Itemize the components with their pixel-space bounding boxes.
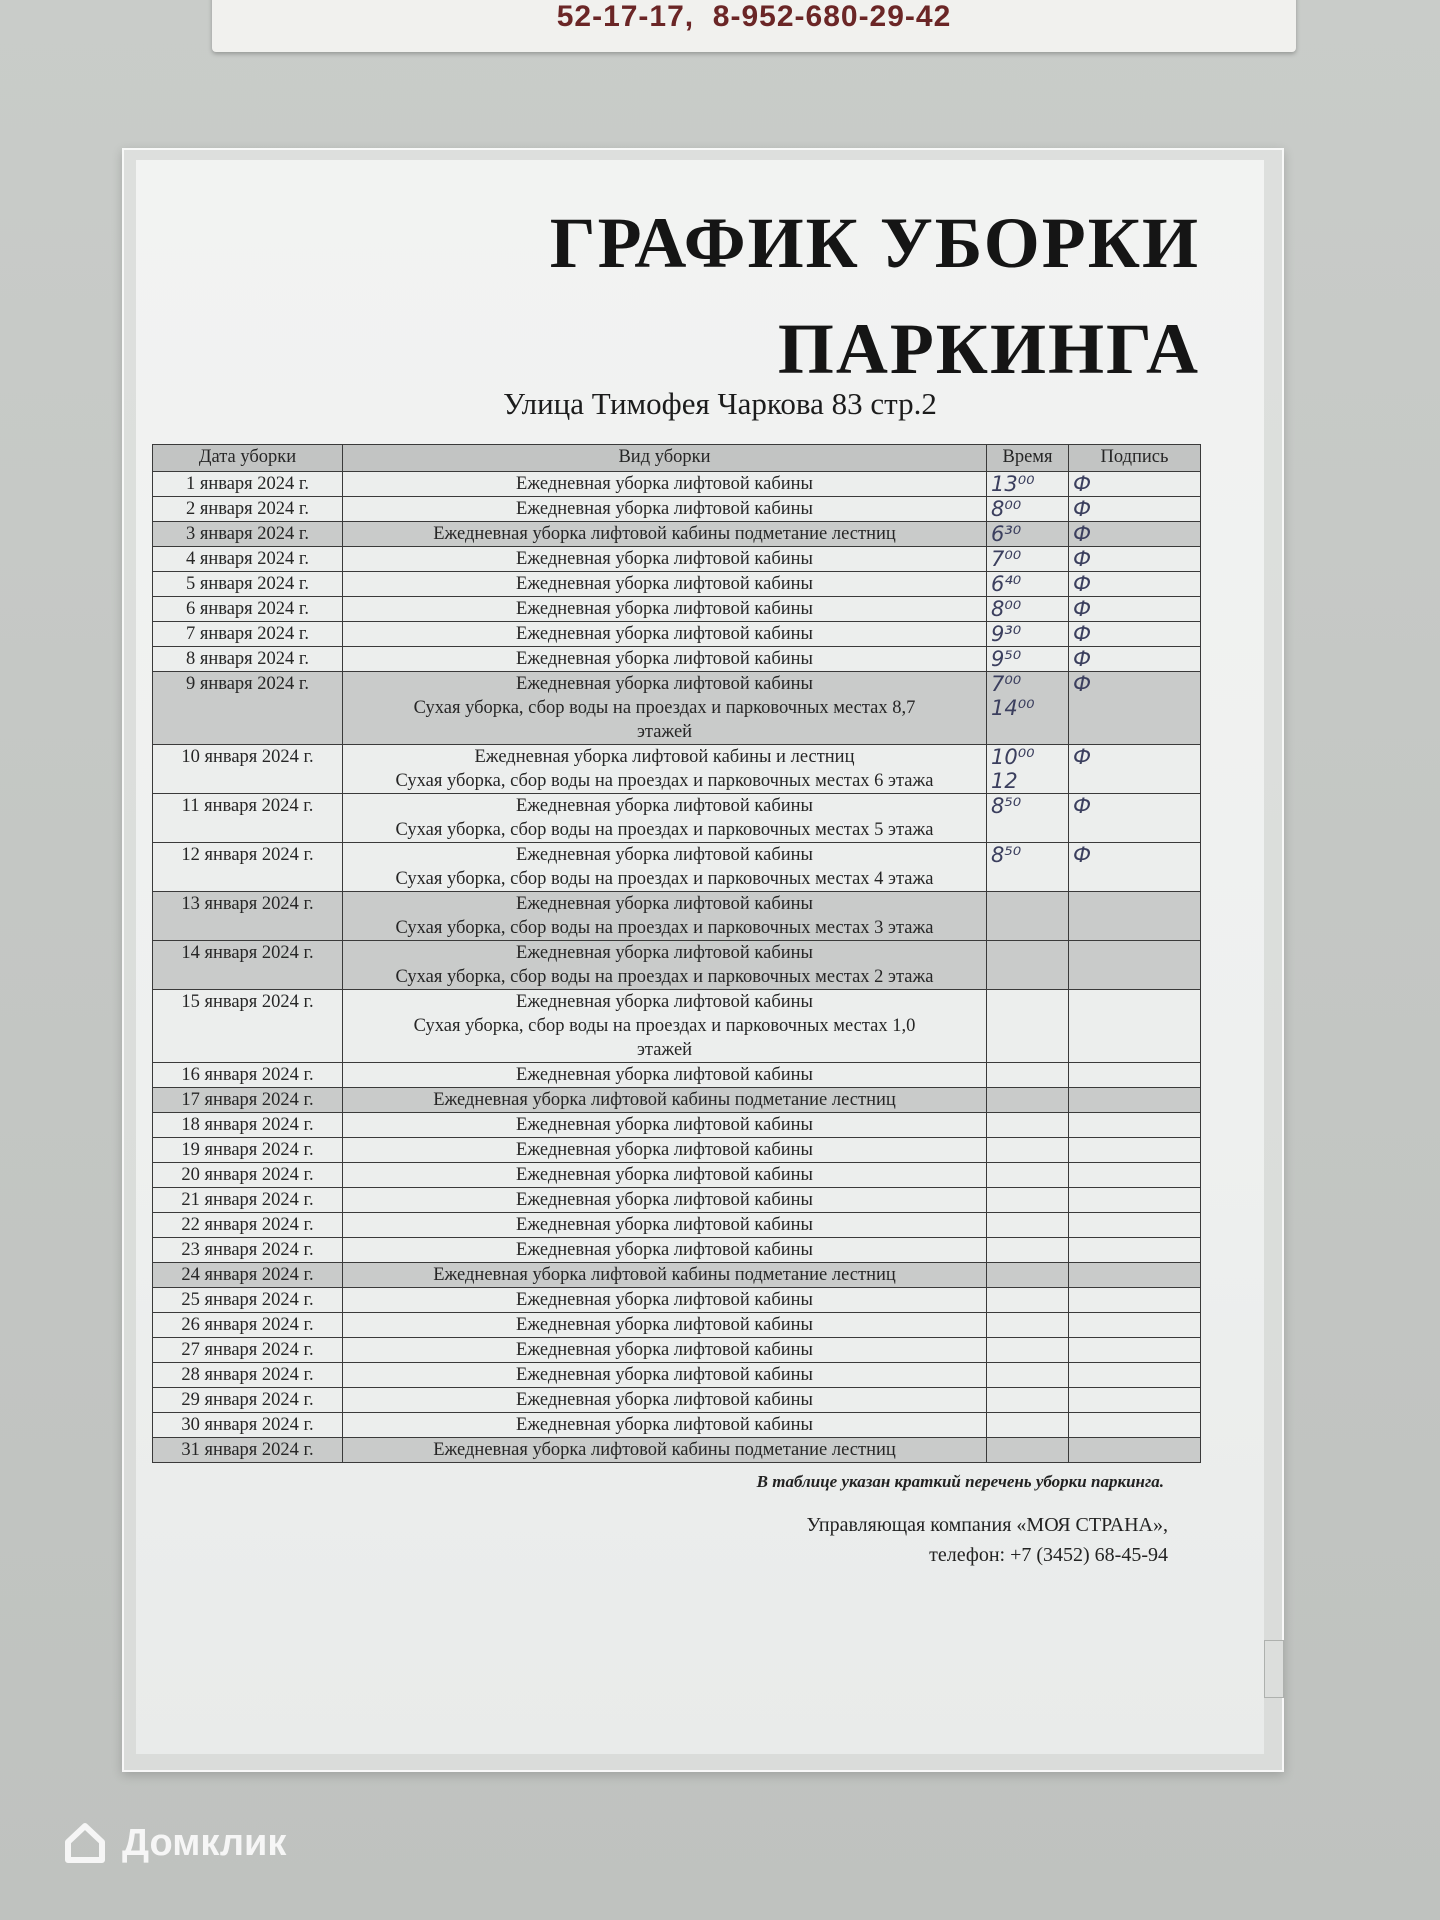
cell-date: 26 января 2024 г. <box>153 1313 343 1338</box>
cell-time: 9³⁰ <box>987 622 1069 647</box>
cell-date: 8 января 2024 г. <box>153 647 343 672</box>
table-row <box>153 843 1201 892</box>
cell-signature <box>1069 1138 1201 1163</box>
cell-signature <box>1069 1388 1201 1413</box>
cell-type: Ежедневная уборка лифтовой кабины <box>343 497 987 522</box>
cell-type: Ежедневная уборка лифтовой кабины <box>343 1313 987 1338</box>
cell-type: Ежедневная уборка лифтовой кабины <box>343 1188 987 1213</box>
cell-time: 7⁰⁰ <box>987 547 1069 572</box>
cell-date: 21 января 2024 г. <box>153 1188 343 1213</box>
cell-date: 17 января 2024 г. <box>153 1088 343 1113</box>
cell-signature <box>1069 1163 1201 1188</box>
table-row <box>153 1263 1201 1288</box>
cell-type: Ежедневная уборка лифтовой кабины подметание лестниц <box>343 1438 987 1463</box>
cell-signature: Ф <box>1069 622 1201 647</box>
cell-signature <box>1069 892 1201 941</box>
cell-type: Ежедневная уборка лифтовой кабины <box>343 472 987 497</box>
table-row <box>153 647 1201 672</box>
cell-signature <box>1069 1438 1201 1463</box>
table-row <box>153 745 1201 794</box>
cell-time: 6⁴⁰ <box>987 572 1069 597</box>
cell-type: Ежедневная уборка лифтовой кабины Сухая уборка, сбор воды на проездах и парковочных местах 4 этажа <box>343 843 987 892</box>
cell-type: Ежедневная уборка лифтовой кабины <box>343 1413 987 1438</box>
cell-signature <box>1069 1363 1201 1388</box>
cell-time <box>987 1063 1069 1088</box>
cell-type: Ежедневная уборка лифтовой кабины <box>343 1363 987 1388</box>
table-row <box>153 1438 1201 1463</box>
schedule-title <box>550 190 1200 402</box>
cell-signature <box>1069 1063 1201 1088</box>
cell-signature <box>1069 1238 1201 1263</box>
cell-time: 13⁰⁰ <box>987 472 1069 497</box>
cell-date: 13 января 2024 г. <box>153 892 343 941</box>
cell-time: 8⁰⁰ <box>987 497 1069 522</box>
cell-time <box>987 1338 1069 1363</box>
cell-date: 12 января 2024 г. <box>153 843 343 892</box>
cell-date: 5 января 2024 г. <box>153 572 343 597</box>
cell-signature: Ф <box>1069 647 1201 672</box>
cell-type: Ежедневная уборка лифтовой кабины <box>343 1388 987 1413</box>
cell-signature <box>1069 1188 1201 1213</box>
table-footnote: В таблице указан краткий перечень уборки паркинга. <box>756 1472 1164 1491</box>
table-row <box>153 1213 1201 1238</box>
cell-date: 9 января 2024 г. <box>153 672 343 745</box>
cell-type: Ежедневная уборка лифтовой кабины и лестниц Сухая уборка, сбор воды на проездах и парковочных местах 6 этажа <box>343 745 987 794</box>
table-row <box>153 1288 1201 1313</box>
cell-time: 9⁵⁰ <box>987 647 1069 672</box>
cell-date: 28 января 2024 г. <box>153 1363 343 1388</box>
cell-type: Ежедневная уборка лифтовой кабины <box>343 1138 987 1163</box>
cell-date: 14 января 2024 г. <box>153 941 343 990</box>
table-row <box>153 990 1201 1063</box>
table-row <box>153 1163 1201 1188</box>
cell-time: 7⁰⁰ 14⁰⁰ <box>987 672 1069 745</box>
cell-type: Ежедневная уборка лифтовой кабины <box>343 1063 987 1088</box>
cell-date: 24 января 2024 г. <box>153 1263 343 1288</box>
schedule-title-line-1: ГРАФИК УБОРКИ <box>549 203 1200 283</box>
cell-time <box>987 1263 1069 1288</box>
cell-date: 15 января 2024 г. <box>153 990 343 1063</box>
table-row <box>153 1313 1201 1338</box>
cell-signature: Ф <box>1069 572 1201 597</box>
cell-type: Ежедневная уборка лифтовой кабины <box>343 622 987 647</box>
cell-time <box>987 1188 1069 1213</box>
cell-date: 22 января 2024 г. <box>153 1213 343 1238</box>
cell-type: Ежедневная уборка лифтовой кабины подметание лестниц <box>343 1088 987 1113</box>
cell-signature: Ф <box>1069 672 1201 745</box>
cell-time <box>987 941 1069 990</box>
cell-date: 31 января 2024 г. <box>153 1438 343 1463</box>
cell-date: 3 января 2024 г. <box>153 522 343 547</box>
cell-signature: Ф <box>1069 597 1201 622</box>
cell-type: Ежедневная уборка лифтовой кабины <box>343 547 987 572</box>
cell-time <box>987 990 1069 1063</box>
cell-signature <box>1069 1088 1201 1113</box>
cell-date: 30 января 2024 г. <box>153 1413 343 1438</box>
cell-time <box>987 1138 1069 1163</box>
header-time: Время <box>987 445 1069 472</box>
cell-time <box>987 1113 1069 1138</box>
table-row <box>153 1138 1201 1163</box>
cell-type: Ежедневная уборка лифтовой кабины <box>343 1338 987 1363</box>
cell-time <box>987 1238 1069 1263</box>
cell-time <box>987 1313 1069 1338</box>
header-date: Дата уборки <box>153 445 343 472</box>
cell-signature <box>1069 1113 1201 1138</box>
cell-date: 23 января 2024 г. <box>153 1238 343 1263</box>
cell-signature: Ф <box>1069 547 1201 572</box>
cleaning-schedule-sheet <box>136 160 1264 1754</box>
top-notice-paper <box>212 0 1296 52</box>
table-row <box>153 794 1201 843</box>
cell-date: 6 января 2024 г. <box>153 597 343 622</box>
cell-type: Ежедневная уборка лифтовой кабины <box>343 1238 987 1263</box>
cell-signature <box>1069 990 1201 1063</box>
table-row <box>153 1113 1201 1138</box>
table-row <box>153 1413 1201 1438</box>
table-row <box>153 941 1201 990</box>
cell-type: Ежедневная уборка лифтовой кабины <box>343 1163 987 1188</box>
table-row <box>153 522 1201 547</box>
table-row <box>153 497 1201 522</box>
company-name: Управляющая компания «МОЯ СТРАНА», <box>806 1514 1168 1536</box>
table-row <box>153 622 1201 647</box>
domclick-watermark <box>62 1820 286 1866</box>
cell-type: Ежедневная уборка лифтовой кабины Сухая уборка, сбор воды на проездах и парковочных местах 5 этажа <box>343 794 987 843</box>
table-row <box>153 672 1201 745</box>
cell-signature: Ф <box>1069 522 1201 547</box>
cell-date: 27 января 2024 г. <box>153 1338 343 1363</box>
cell-time <box>987 1213 1069 1238</box>
cell-date: 29 января 2024 г. <box>153 1388 343 1413</box>
header-signature: Подпись <box>1069 445 1201 472</box>
cell-signature <box>1069 1213 1201 1238</box>
company-phone: телефон: +7 (3452) 68-45-94 <box>929 1544 1168 1566</box>
watermark-text: Домклик <box>122 1821 287 1864</box>
top-notice-phones: 52-17-17, 8-952-680-29-42 <box>556 0 952 33</box>
cell-type: Ежедневная уборка лифтовой кабины Сухая уборка, сбор воды на проездах и парковочных местах 8,7 этажей <box>343 672 987 745</box>
cell-signature: Ф <box>1069 472 1201 497</box>
table-row <box>153 1063 1201 1088</box>
cell-date: 19 января 2024 г. <box>153 1138 343 1163</box>
cell-date: 18 января 2024 г. <box>153 1113 343 1138</box>
cell-signature <box>1069 1338 1201 1363</box>
table-row <box>153 892 1201 941</box>
cell-type: Ежедневная уборка лифтовой кабины <box>343 1288 987 1313</box>
cell-type: Ежедневная уборка лифтовой кабины <box>343 572 987 597</box>
schedule-address: Улица Тимофея Чаркова 83 стр.2 <box>503 386 937 421</box>
header-type: Вид уборки <box>343 445 987 472</box>
schedule-body <box>153 472 1201 1463</box>
cell-signature <box>1069 1313 1201 1338</box>
cell-date: 10 января 2024 г. <box>153 745 343 794</box>
cell-date: 2 января 2024 г. <box>153 497 343 522</box>
table-row <box>153 597 1201 622</box>
schedule-header-row <box>153 445 1201 472</box>
cell-type: Ежедневная уборка лифтовой кабины подметание лестниц <box>343 1263 987 1288</box>
cell-signature <box>1069 941 1201 990</box>
cell-time <box>987 1438 1069 1463</box>
cell-time <box>987 892 1069 941</box>
cell-type: Ежедневная уборка лифтовой кабины Сухая уборка, сбор воды на проездах и парковочных местах 1,0 этажей <box>343 990 987 1063</box>
cell-type: Ежедневная уборка лифтовой кабины Сухая уборка, сбор воды на проездах и парковочных местах 2 этажа <box>343 941 987 990</box>
sleeve-tab <box>1264 1640 1284 1698</box>
cell-time <box>987 1288 1069 1313</box>
cell-date: 1 января 2024 г. <box>153 472 343 497</box>
cell-time <box>987 1088 1069 1113</box>
cell-signature: Ф <box>1069 497 1201 522</box>
schedule-table <box>152 444 1201 1463</box>
table-row <box>153 1363 1201 1388</box>
cell-date: 11 января 2024 г. <box>153 794 343 843</box>
cell-time <box>987 1388 1069 1413</box>
cell-signature <box>1069 1263 1201 1288</box>
cell-date: 25 января 2024 г. <box>153 1288 343 1313</box>
cell-date: 20 января 2024 г. <box>153 1163 343 1188</box>
cell-time: 8⁵⁰ <box>987 843 1069 892</box>
cell-signature <box>1069 1288 1201 1313</box>
table-row <box>153 1188 1201 1213</box>
cell-date: 7 января 2024 г. <box>153 622 343 647</box>
cell-type: Ежедневная уборка лифтовой кабины <box>343 647 987 672</box>
table-row <box>153 572 1201 597</box>
cell-time: 10⁰⁰ 12 <box>987 745 1069 794</box>
table-row <box>153 1388 1201 1413</box>
cell-type: Ежедневная уборка лифтовой кабины <box>343 1113 987 1138</box>
cell-time <box>987 1163 1069 1188</box>
cell-signature: Ф <box>1069 745 1201 794</box>
management-company <box>806 1510 1168 1570</box>
cell-time <box>987 1363 1069 1388</box>
cell-time: 8⁵⁰ <box>987 794 1069 843</box>
table-row <box>153 472 1201 497</box>
table-row <box>153 1088 1201 1113</box>
cell-signature <box>1069 1413 1201 1438</box>
cell-time: 6³⁰ <box>987 522 1069 547</box>
cell-type: Ежедневная уборка лифтовой кабины <box>343 1213 987 1238</box>
cell-time: 8⁰⁰ <box>987 597 1069 622</box>
cell-time <box>987 1413 1069 1438</box>
cell-type: Ежедневная уборка лифтовой кабины <box>343 597 987 622</box>
table-row <box>153 547 1201 572</box>
table-row <box>153 1238 1201 1263</box>
schedule-title-line-2: ПАРКИНГА <box>777 309 1200 389</box>
cell-signature: Ф <box>1069 794 1201 843</box>
cell-date: 4 января 2024 г. <box>153 547 343 572</box>
cell-type: Ежедневная уборка лифтовой кабины Сухая уборка, сбор воды на проездах и парковочных местах 3 этажа <box>343 892 987 941</box>
table-row <box>153 1338 1201 1363</box>
cell-date: 16 января 2024 г. <box>153 1063 343 1088</box>
house-logo-icon <box>62 1820 108 1866</box>
cell-signature: Ф <box>1069 843 1201 892</box>
cell-type: Ежедневная уборка лифтовой кабины подметание лестниц <box>343 522 987 547</box>
